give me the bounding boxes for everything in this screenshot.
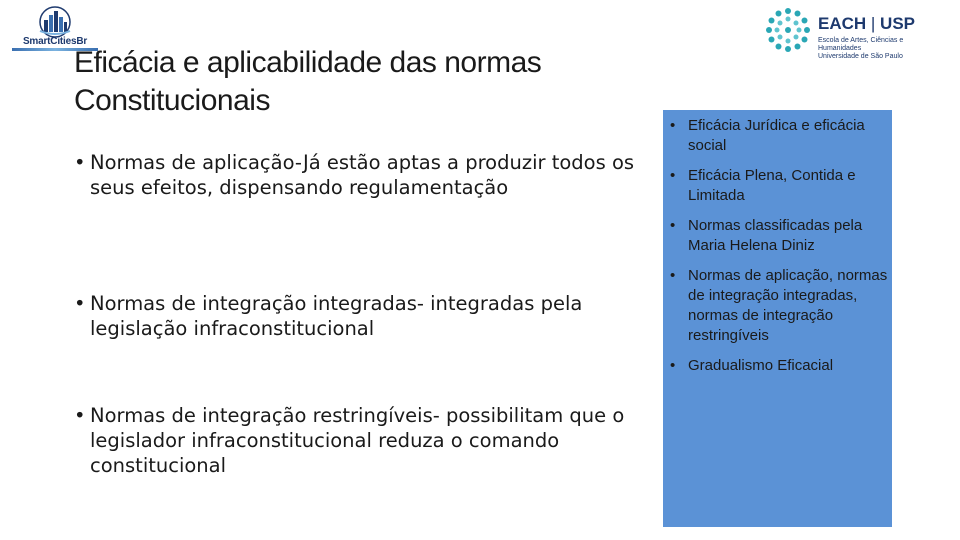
bullet-glyph: • (670, 217, 676, 234)
bullet-glyph: • (74, 292, 86, 315)
main-bullet-item (74, 150, 680, 200)
each-text: EACH (818, 14, 867, 33)
main-bullet-text: Normas de aplicação-Já estão aptas a produzir todos os seus efeitos, dispensando regulamentação (90, 151, 635, 199)
each-usp-wordmark: EACH | USP (818, 14, 916, 33)
side-bullet-text: Eficácia Plena, Contida e Limitada (688, 167, 856, 204)
each-usp-logo (764, 6, 944, 68)
each-rosette-icon (764, 6, 812, 54)
main-bullet-text: Normas de integração integradas- integradas pela legislação infraconstitucional (90, 292, 583, 340)
side-bullet-list (670, 116, 890, 386)
side-bullet-text: Eficácia Jurídica e eficácia social (688, 117, 865, 154)
bullet-glyph: • (670, 357, 676, 374)
city-skyline-icon (36, 6, 74, 38)
side-bullet-text: Normas de aplicação, normas de integração integradas, normas de integração restringíveis (688, 267, 888, 344)
side-bullet-item (670, 356, 890, 376)
bullet-glyph: • (670, 117, 676, 134)
main-bullet-item (74, 403, 680, 478)
main-bullet-text: Normas de integração restringíveis- possibilitam que o legislador infraconstitucional reduza o comando constitucional (90, 404, 625, 477)
side-bullet-item (670, 216, 890, 256)
each-subtitle-line-2: Universidade de São Paulo (818, 53, 903, 60)
side-bullet-item (670, 116, 890, 156)
bullet-glyph: • (670, 167, 676, 184)
bullet-glyph: • (74, 151, 86, 174)
each-subtitle (818, 37, 944, 61)
bullet-glyph: • (74, 404, 86, 427)
each-subtitle-line-1: Escola de Artes, Ciências e Humanidades (818, 37, 904, 52)
side-bullet-item (670, 266, 890, 346)
side-bullet-text: Normas classificadas pela Maria Helena Diniz (688, 217, 863, 254)
bullet-glyph: • (670, 267, 676, 284)
usp-text: USP (880, 14, 916, 33)
side-bullet-text: Gradualismo Eficacial (688, 357, 834, 374)
smartcities-brand-text: SmartCitiesBr (22, 36, 88, 47)
side-bullet-item (670, 166, 890, 206)
main-bullet-item (74, 291, 680, 341)
slide-title: Eficácia e aplicabilidade das normas Constitucionais (74, 46, 542, 117)
